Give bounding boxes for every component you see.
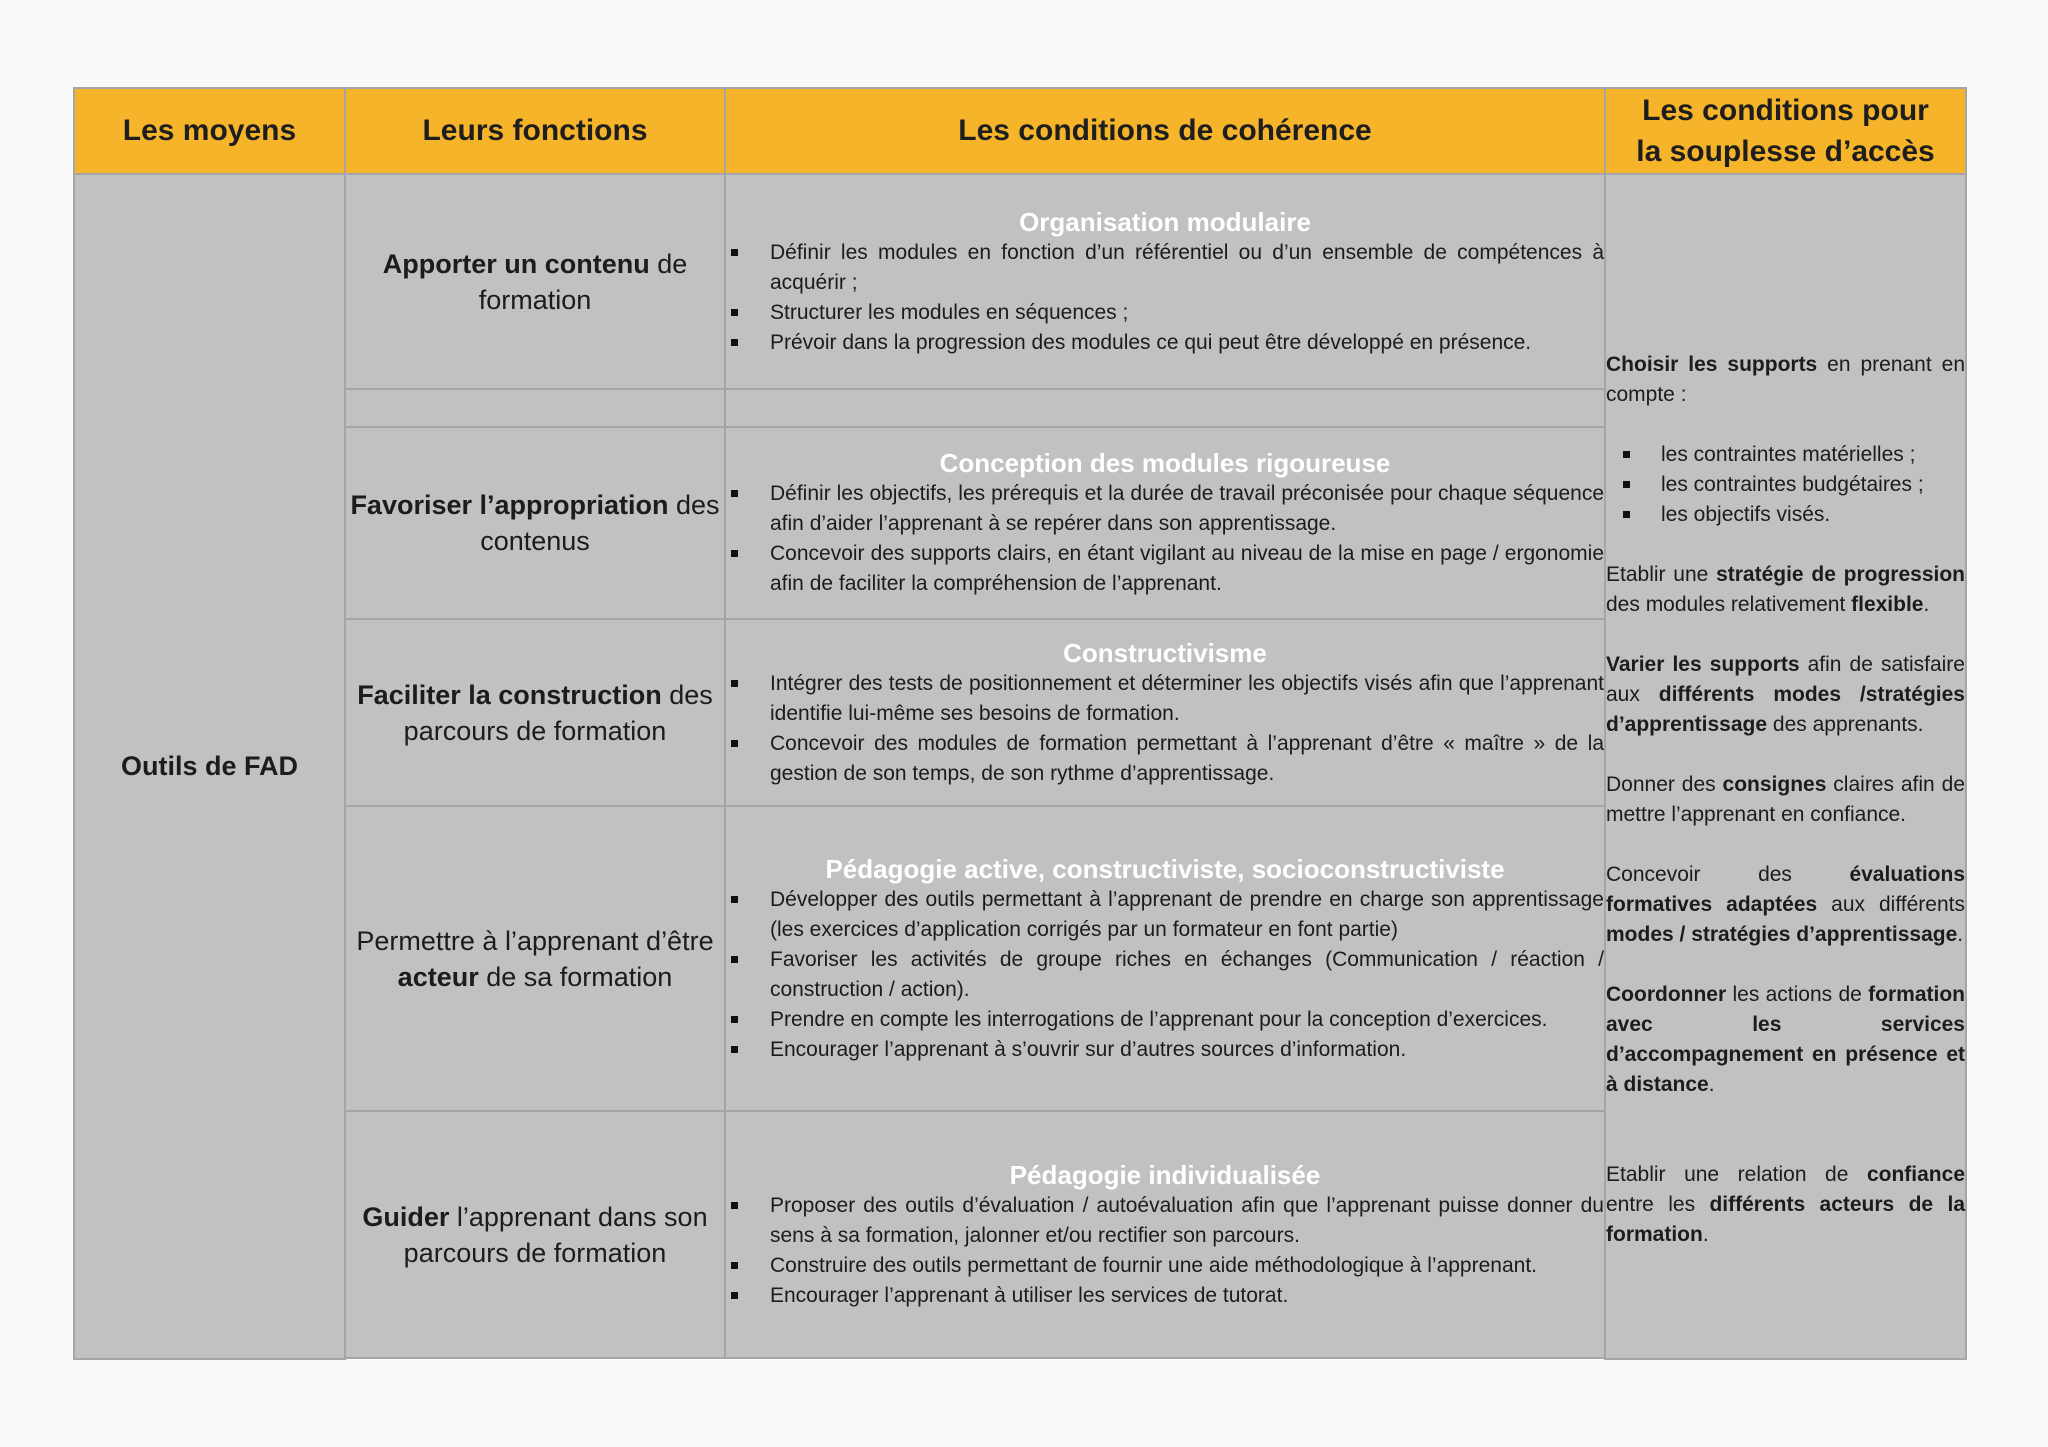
coherence-title: Organisation modulaire xyxy=(1019,206,1311,237)
list-item: Proposer des outils d’évaluation / autoévaluation afin que l’apprenant puisse donner du sens à sa formation, jalonner et/ou rectifier son parcours. xyxy=(726,1191,1604,1251)
header-coherence: Les conditions de cohérence xyxy=(725,88,1605,174)
coherence-title: Pédagogie active, constructiviste, socioconstructiviste xyxy=(825,853,1505,884)
moyen-cell: Outils de FAD xyxy=(74,174,345,1359)
coherence-cell xyxy=(725,806,1605,1111)
list-item: Définir les modules en fonction d’un référentiel ou d’un ensemble de compétences à acquérir ; xyxy=(726,238,1604,298)
header-row xyxy=(74,88,1966,174)
coherence-list xyxy=(726,238,1604,358)
souplesse-para: Etablir une relation de confiance entre les différents acteurs de la formation. xyxy=(1606,1162,1965,1246)
souplesse-cell xyxy=(1605,174,1966,1359)
list-item: Concevoir des modules de formation permettant à l’apprenant d’être « maître » de la gestion de son temps, de son rythme d’apprentissage. xyxy=(726,729,1604,789)
header-fonctions: Leurs fonctions xyxy=(345,88,725,174)
coherence-list xyxy=(726,885,1604,1065)
list-item: les contraintes budgétaires ; xyxy=(1606,470,1965,500)
list-item: les contraintes matérielles ; xyxy=(1606,440,1965,470)
coherence-list xyxy=(726,479,1604,599)
empty-cell xyxy=(345,389,725,427)
souplesse-para: Varier les supports afin de satisfaire aux différents modes /stratégies d’apprentissage des apprenants. xyxy=(1606,652,1965,736)
list-item: Encourager l’apprenant à s’ouvrir sur d’autres sources d’information. xyxy=(726,1035,1604,1065)
list-item: Encourager l’apprenant à utiliser les services de tutorat. xyxy=(726,1281,1604,1311)
souplesse-para: Donner des consignes claires afin de mettre l’apprenant en confiance. xyxy=(1606,772,1965,826)
coherence-list xyxy=(726,669,1604,789)
table-row xyxy=(74,174,1966,389)
souplesse-para: Coordonner les actions de formation avec les services d’accompagnement en présence et à distance. xyxy=(1606,982,1965,1096)
list-item: Construire des outils permettant de fournir une aide méthodologique à l’apprenant. xyxy=(726,1251,1604,1281)
coherence-title: Pédagogie individualisée xyxy=(1009,1159,1321,1190)
list-item: Structurer les modules en séquences ; xyxy=(726,298,1604,328)
list-item: Concevoir des supports clairs, en étant vigilant au niveau de la mise en page / ergonomie afin de faciliter la compréhension de l’apprenant. xyxy=(726,539,1604,599)
list-item: Prévoir dans la progression des modules ce qui peut être développé en présence. xyxy=(726,328,1604,358)
list-item: Prendre en compte les interrogations de l’apprenant pour la conception d’exercices. xyxy=(726,1005,1604,1035)
souplesse-para: Etablir une stratégie de progression des modules relativement flexible. xyxy=(1606,562,1965,616)
header-souplesse: Les conditions pour la souplesse d’accès xyxy=(1605,88,1966,174)
coherence-cell xyxy=(725,174,1605,389)
list-item: Définir les objectifs, les prérequis et la durée de travail préconisée pour chaque séquence afin d’aider l’apprenant à se repérer dans son apprentissage. xyxy=(726,479,1604,539)
list-item: Favoriser les activités de groupe riches en échanges (Communication / réaction / construction / action). xyxy=(726,945,1604,1005)
list-item: Intégrer des tests de positionnement et déterminer les objectifs visés afin que l’apprenant identifie lui-même ses besoins de formation. xyxy=(726,669,1604,729)
fonction-cell: Permettre à l’apprenant d’être acteur de sa formation xyxy=(345,806,725,1111)
fonction-cell: Favoriser l’appropriation des contenus xyxy=(345,427,725,619)
coherence-title: Constructivisme xyxy=(1063,637,1267,668)
coherence-list xyxy=(726,1191,1604,1311)
list-item: les objectifs visés. xyxy=(1606,500,1965,530)
fonction-cell: Apporter un contenu de formation xyxy=(345,174,725,389)
empty-cell xyxy=(725,389,1605,427)
coherence-title: Conception des modules rigoureuse xyxy=(939,448,1391,478)
list-item: Développer des outils permettant à l’apprenant de prendre en charge son apprentissage (les exercices d’application corrigés par un formateur en font partie) xyxy=(726,885,1604,945)
fonction-cell: Faciliter la construction des parcours de formation xyxy=(345,619,725,806)
header-moyens: Les moyens xyxy=(74,88,345,174)
souplesse-para: Choisir les supports en prenant en compte : xyxy=(1606,352,1965,406)
coherence-cell xyxy=(725,1111,1605,1358)
fad-table xyxy=(73,87,1967,1360)
coherence-cell xyxy=(725,427,1605,619)
fonction-cell: Guider l’apprenant dans son parcours de formation xyxy=(345,1111,725,1358)
souplesse-list xyxy=(1606,440,1965,530)
souplesse-para: Concevoir des évaluations formatives adaptées aux différents modes / stratégies d’apprentissage. xyxy=(1606,862,1965,946)
coherence-cell xyxy=(725,619,1605,806)
